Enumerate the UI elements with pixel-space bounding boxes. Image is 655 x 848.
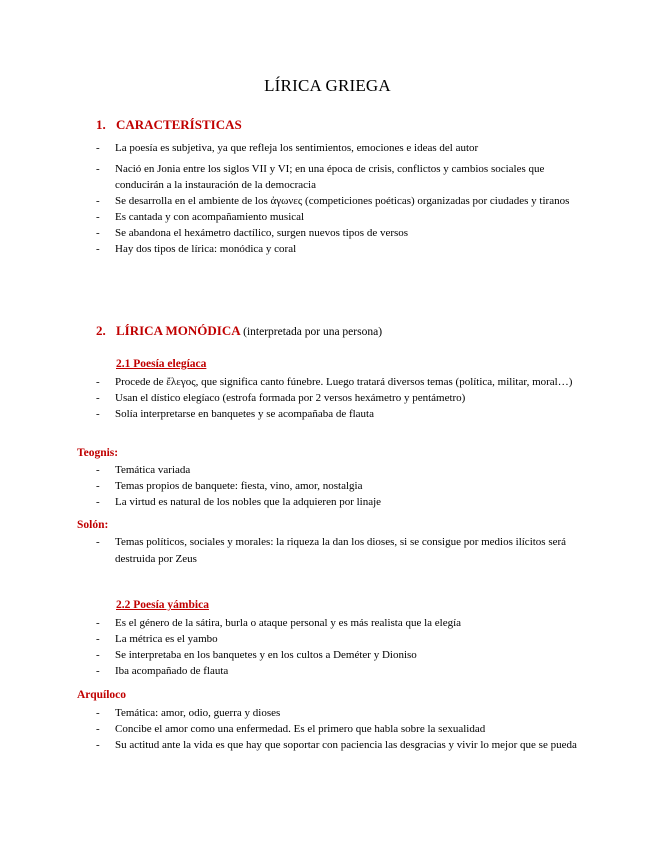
subsection-heading-elegiaca: 2.1 Poesía elegíaca: [116, 358, 207, 370]
list-solon: [96, 534, 586, 568]
list-item: - Es el género de la sátira, burla o ataque personal y es más realista que la elegía: [96, 617, 462, 629]
list-item: - La virtud es natural de los nobles que la adquieren por linaje: [96, 496, 382, 508]
list-teognis: [96, 462, 586, 510]
author-teognis: Teognis:: [77, 447, 119, 459]
section-title: LÍRICA MONÓDICA: [116, 323, 240, 338]
list-item: - Se interpretaba en los banquetes y en los cultos a Deméter y Dioniso: [96, 649, 417, 661]
subsection-heading-yambica: 2.2 Poesía yámbica: [116, 599, 209, 611]
list-elegiaca: [96, 374, 586, 422]
list-item: - Temática: amor, odio, guerra y dioses: [96, 707, 281, 719]
author-solon: Solón:: [77, 519, 109, 531]
list-yambica: [96, 615, 586, 679]
list-item: - Es cantada y con acompañamiento musical: [96, 211, 305, 223]
list-item: - La métrica es el yambo: [96, 633, 218, 645]
list-arquiloco: [96, 705, 586, 753]
section-number: 1.: [96, 117, 106, 132]
author-arquiloco: Arquíloco: [77, 689, 126, 701]
list-item: - La poesía es subjetiva, ya que refleja los sentimientos, emociones e ideas del autor: [96, 142, 479, 154]
list-caracteristicas: [96, 140, 586, 257]
section-title: CARACTERÍSTICAS: [116, 117, 242, 132]
list-item: - Concibe el amor como una enfermedad. Es el primero que habla sobre la sexualidad: [96, 723, 486, 735]
document-title: LÍRICA GRIEGA: [264, 76, 391, 95]
list-item: - Se desarrolla en el ambiente de los ἀγωνες (competiciones poéticas) organizadas por ciudades y tiranos: [96, 195, 570, 207]
list-item: - Se abandona el hexámetro dactílico, surgen nuevos tipos de versos: [96, 227, 409, 239]
section-heading-caracteristicas: [96, 117, 242, 133]
list-item: - Nació en Jonia entre los siglos VII y VI; en una época de crisis, conflictos y cambios sociales que conducirán a la instauración de la democracia: [96, 163, 545, 191]
section-heading-lirica-monodica: [96, 323, 382, 339]
list-item: - Temática variada: [96, 464, 191, 476]
list-item: - Su actitud ante la vida es que hay que soportar con paciencia las desgracias y vivir lo mejor que se pueda: [96, 739, 577, 751]
list-item: - Usan el dístico elegíaco (estrofa formada por 2 versos hexámetro y pentámetro): [96, 392, 466, 404]
list-item: - Temas políticos, sociales y morales: la riqueza la dan los dioses, si se consigue por medios ilícitos será destruida por Zeus: [96, 536, 567, 565]
list-item: - Hay dos tipos de lírica: monódica y coral: [96, 243, 297, 255]
list-item: - Temas propios de banquete: fiesta, vino, amor, nostalgia: [96, 480, 363, 492]
list-item: - Solía interpretarse en banquetes y se acompañaba de flauta: [96, 408, 374, 420]
list-item: - Procede de ἔλεγος, que significa canto fúnebre. Luego tratará diversos temas (política, militar, moral…): [96, 376, 573, 388]
list-item: - Iba acompañado de flauta: [96, 665, 229, 677]
section-number: 2.: [96, 323, 106, 338]
section-note: (interpretada por una persona): [243, 326, 383, 338]
